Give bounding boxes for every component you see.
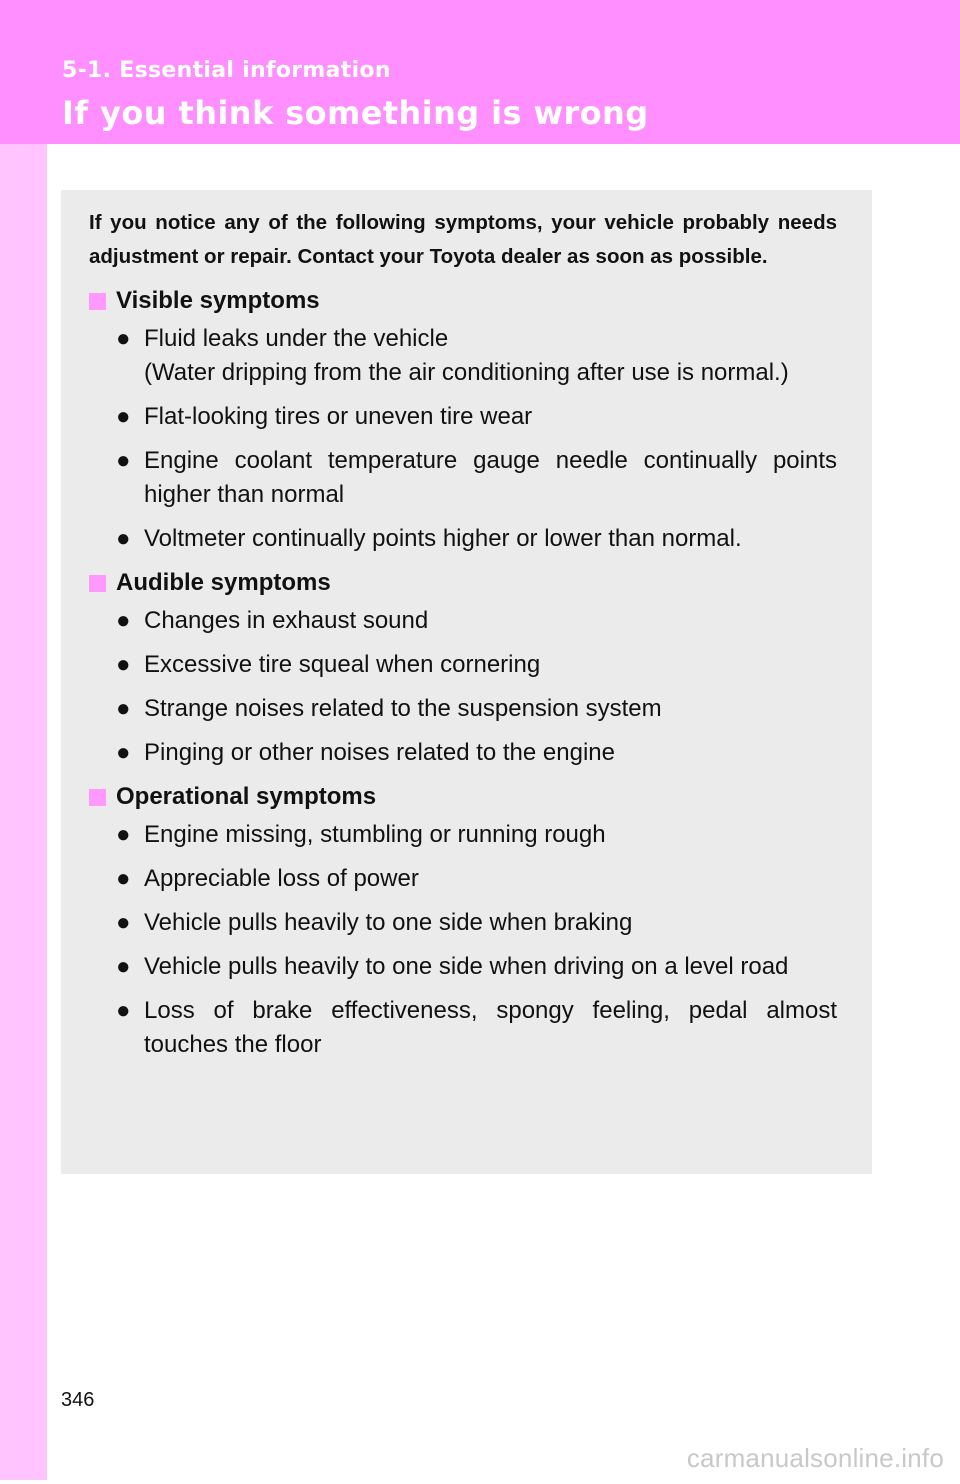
circle-bullet-icon: ● [116, 997, 131, 1024]
circle-bullet-icon: ● [116, 447, 131, 474]
list-item-text: Changes in exhaust sound [144, 607, 429, 634]
list-item-text: Engine coolant temperature gauge needle continually points higher than normal [144, 447, 837, 508]
circle-bullet-icon: ● [116, 953, 131, 980]
group-heading-text: Audible symptoms [116, 569, 331, 596]
list-item-text: Engine missing, stumbling or running rough [144, 821, 606, 848]
list-item-text: Strange noises related to the suspension system [144, 695, 662, 722]
square-bullet-icon [89, 789, 106, 806]
list-item [89, 736, 837, 770]
page-title: If you think something is wrong [62, 94, 649, 132]
group-heading-text: Operational symptoms [116, 783, 377, 810]
list-item-text: Appreciable loss of power [144, 865, 419, 892]
list-item [89, 692, 837, 726]
symptom-list [89, 604, 837, 770]
circle-bullet-icon: ● [116, 739, 131, 766]
side-strip [0, 144, 47, 1480]
square-bullet-icon [89, 293, 106, 310]
circle-bullet-icon: ● [116, 821, 131, 848]
list-item [89, 648, 837, 682]
circle-bullet-icon: ● [116, 325, 131, 352]
list-item [89, 818, 837, 852]
list-item-text: Vehicle pulls heavily to one side when braking [144, 909, 633, 936]
list-item [89, 994, 837, 1062]
circle-bullet-icon: ● [116, 695, 131, 722]
list-item [89, 906, 837, 940]
list-item-text: Voltmeter continually points higher or lower than normal. [144, 525, 742, 552]
square-bullet-icon [89, 575, 106, 592]
group-heading [89, 566, 837, 600]
list-item-text: Pinging or other noises related to the engine [144, 739, 615, 766]
symptom-list [89, 322, 837, 556]
list-item-text: Excessive tire squeal when cornering [144, 651, 541, 678]
symptoms-box [61, 190, 872, 1174]
intro-text: If you notice any of the following symptoms, your vehicle probably needs adjustment or repair. Contact your Toyota dealer as soon as possible. [89, 211, 837, 268]
circle-bullet-icon: ● [116, 403, 131, 430]
group-audible [89, 566, 837, 770]
list-item [89, 604, 837, 638]
list-item [89, 444, 837, 512]
list-item [89, 522, 837, 556]
list-item-text: Flat-looking tires or uneven tire wear [144, 403, 533, 430]
list-item [89, 322, 837, 390]
group-operational [89, 780, 837, 1062]
list-item-text: Vehicle pulls heavily to one side when driving on a level road [144, 953, 789, 980]
group-visible [89, 284, 837, 556]
list-item-text: Loss of brake effectiveness, spongy feeling, pedal almost touches the floor [144, 997, 837, 1058]
circle-bullet-icon: ● [116, 865, 131, 892]
watermark: carmanualsonline.info [686, 1443, 944, 1473]
symptom-list [89, 818, 837, 1062]
group-heading-text: Visible symptoms [116, 287, 320, 314]
list-item [89, 950, 837, 984]
circle-bullet-icon: ● [116, 525, 131, 552]
circle-bullet-icon: ● [116, 651, 131, 678]
group-heading [89, 284, 837, 318]
list-item [89, 862, 837, 896]
circle-bullet-icon: ● [116, 909, 131, 936]
list-item-text: Fluid leaks under the vehicle (Water dripping from the air conditioning after use is normal.) [144, 325, 789, 386]
page-number: 346 [61, 1389, 95, 1411]
section-label: 5-1. Essential information [62, 58, 391, 83]
group-heading [89, 780, 837, 814]
circle-bullet-icon: ● [116, 607, 131, 634]
list-item [89, 400, 837, 434]
page-header [0, 0, 960, 144]
